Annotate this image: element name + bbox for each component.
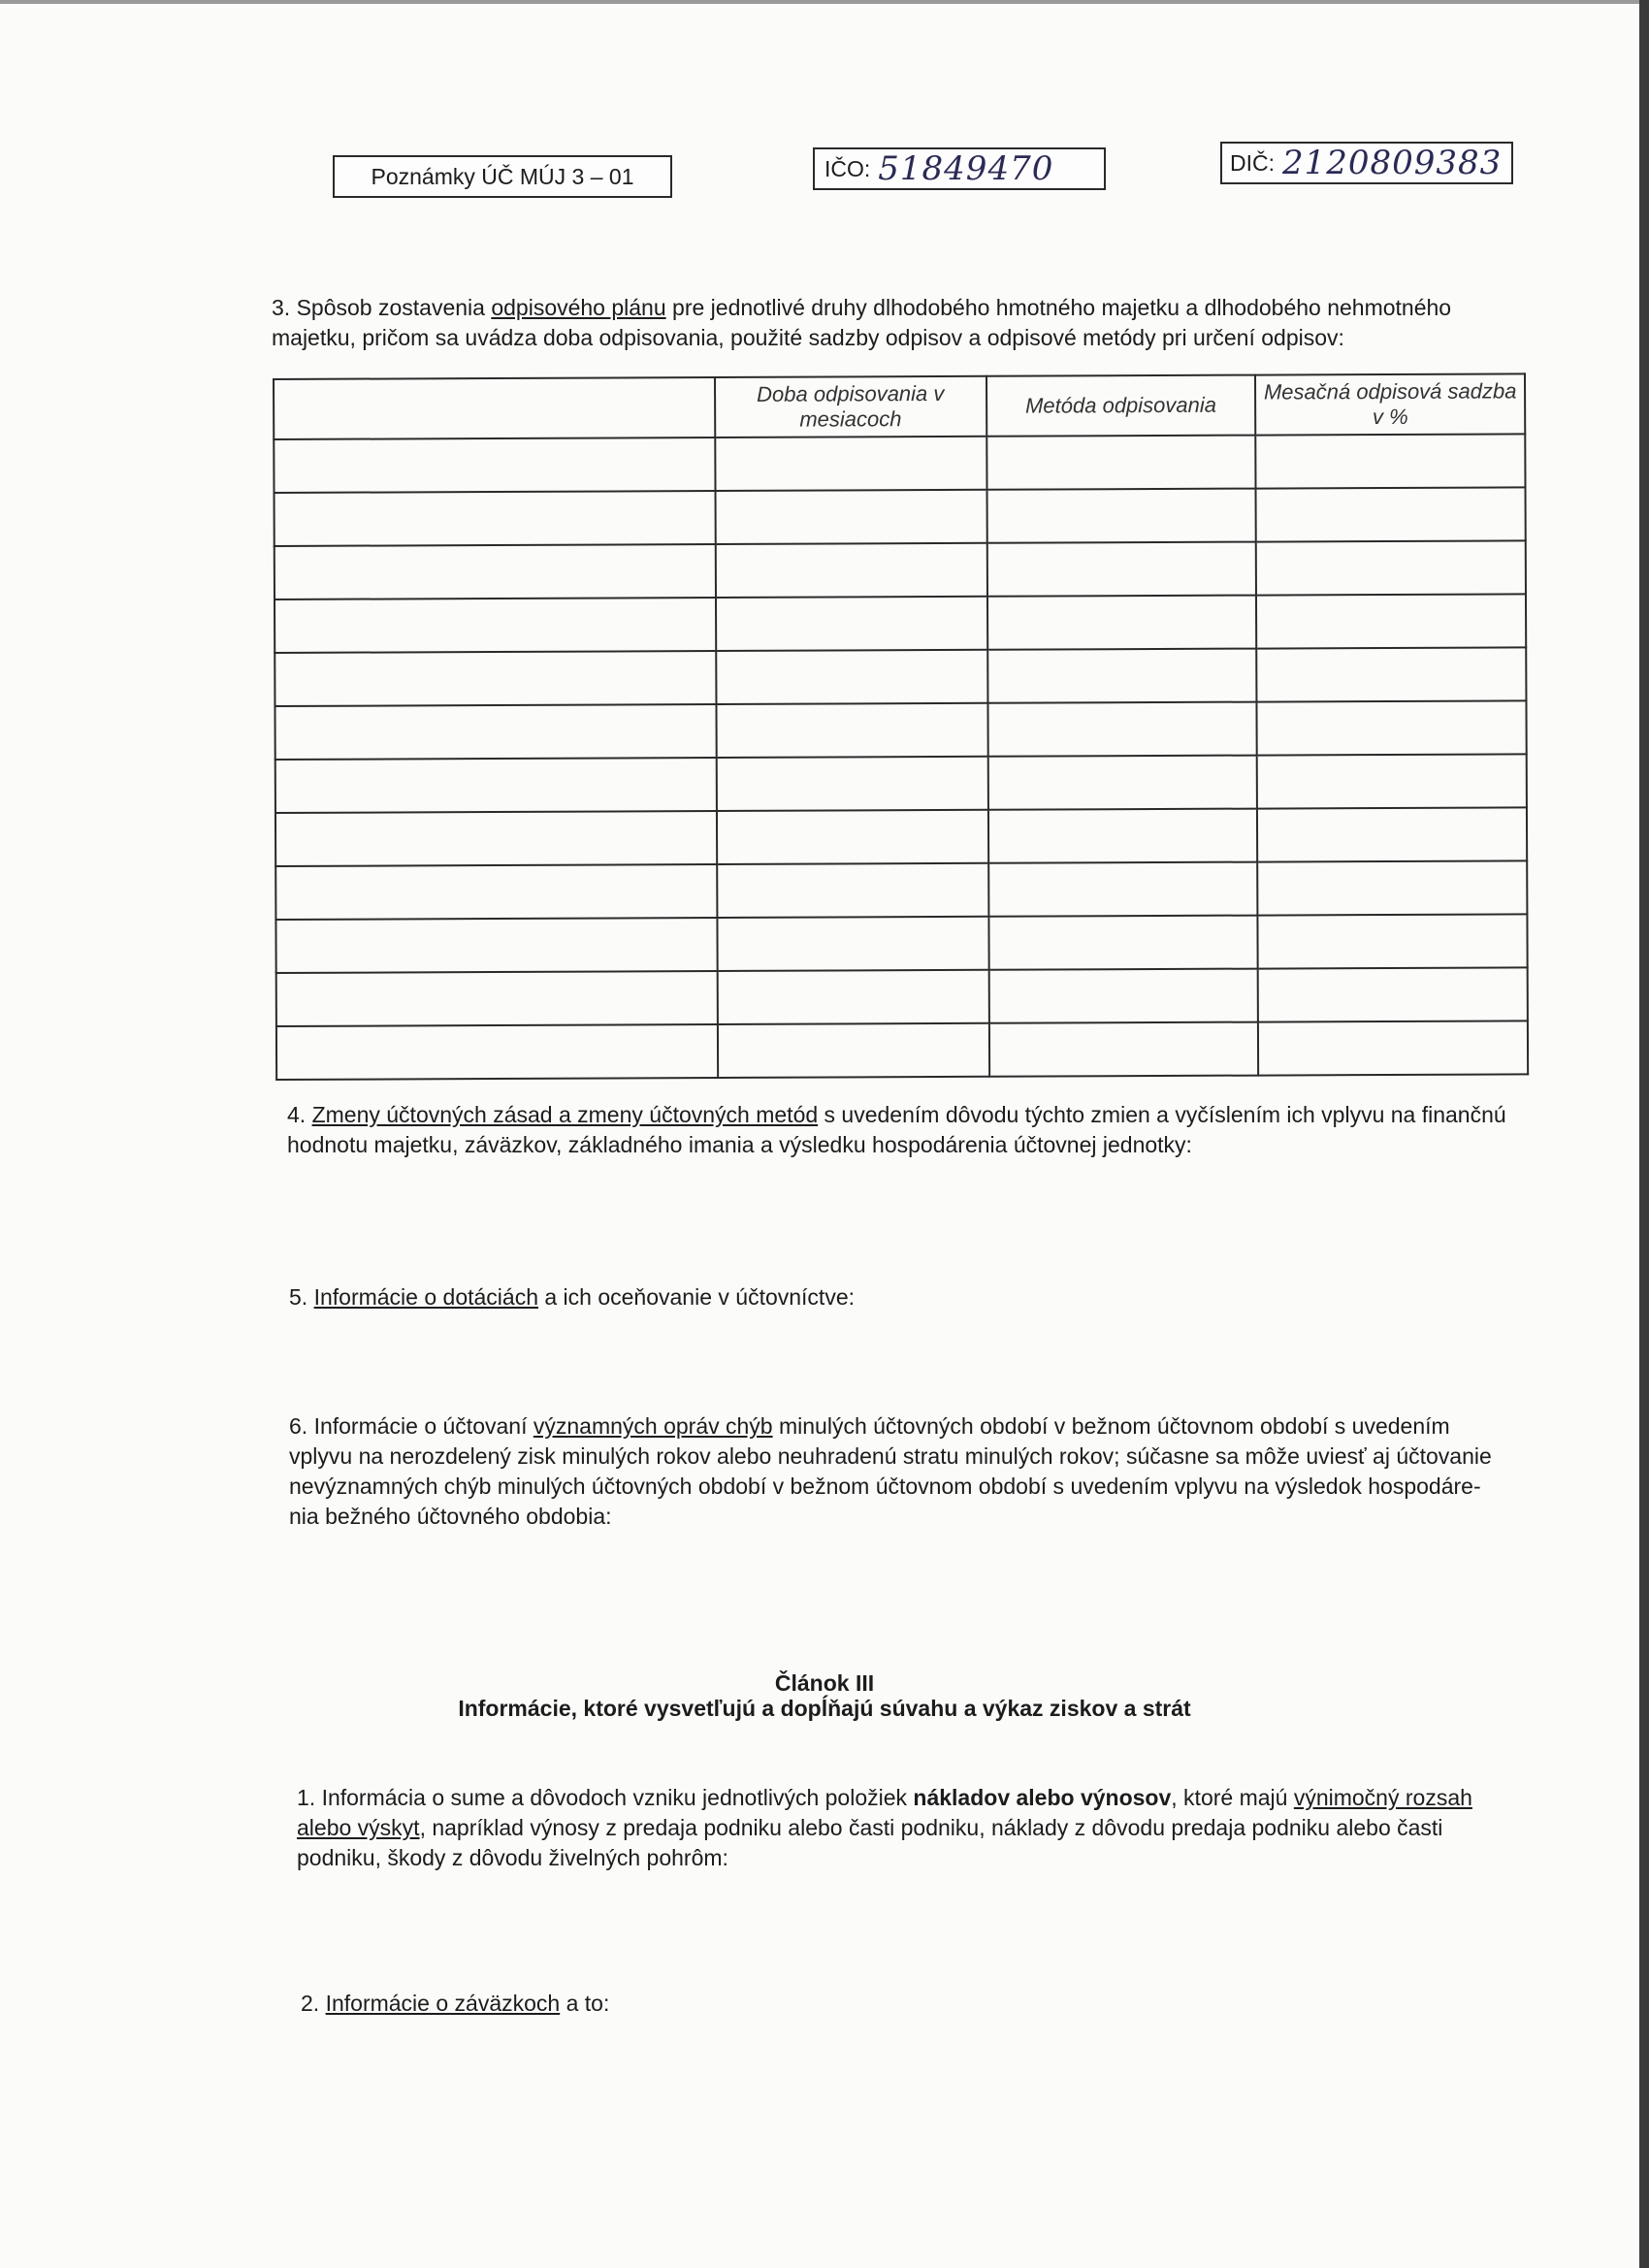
section-4-line-1: 4. Zmeny účtovných zásad a zmeny účtovných metód s uvedením dôvodu týchto zmien a vyčíslením ich vplyvu na finančnú <box>287 1102 1506 1127</box>
notes-box <box>333 155 672 198</box>
section-4-line-2: hodnotu majetku, záväzkov, základného imania a výsledku hospodárenia účtovnej jednotky: <box>287 1132 1192 1157</box>
table-cell <box>717 810 988 864</box>
item-2-underlined: Informácie o záväzkoch <box>325 1991 561 2016</box>
table-cell <box>275 651 716 706</box>
table-cell <box>1256 487 1526 541</box>
table-cell <box>716 543 987 598</box>
table-cell <box>988 1022 1258 1077</box>
table-cell <box>986 489 1256 543</box>
section-5-underlined: Informácie o dotáciách <box>313 1284 538 1310</box>
table-cell <box>716 650 987 704</box>
table-cell <box>1258 1021 1528 1075</box>
table-row <box>275 860 1527 920</box>
section-6-line-1: 6. Informácie o účtovaní významných opráv chýb minulých účtovných období v bežnom účtovnom období s uvedením <box>289 1413 1450 1439</box>
article-subtitle: Informácie, ktoré vysvetľujú a dopĺňajú súvahu a výkaz ziskov a strát <box>458 1696 1191 1721</box>
table-row <box>274 434 1525 493</box>
section-3-text <box>272 293 1533 353</box>
table-cell <box>1257 754 1527 808</box>
table-cell <box>276 1024 718 1080</box>
section-6-text <box>289 1411 1550 1532</box>
section-6-line-4: nia bežného účtovného obdobia: <box>289 1504 612 1529</box>
table-cell <box>274 437 715 493</box>
dic-label: DIČ: <box>1230 149 1275 176</box>
table-cell <box>718 1023 989 1078</box>
table-cell <box>716 597 987 651</box>
table-cell <box>987 649 1257 703</box>
table-cell <box>717 917 988 971</box>
table-cell <box>717 970 988 1024</box>
section-5-text: 5. Informácie o dotáciách a ich oceňovanie v účtovníctve: <box>289 1284 856 1310</box>
table-cell <box>1256 647 1526 701</box>
table-header-row <box>274 373 1525 439</box>
table-cell <box>1257 700 1527 755</box>
table-row <box>275 914 1527 973</box>
table-row <box>275 647 1526 706</box>
table-cell <box>986 542 1256 597</box>
item-1-bold: nákladov alebo výnosov <box>913 1785 1172 1810</box>
table-cell <box>987 702 1257 757</box>
table-cell <box>715 490 986 544</box>
table-cell <box>275 491 716 546</box>
table-cell <box>275 864 717 920</box>
dic-box <box>1220 142 1513 184</box>
table-row <box>275 807 1527 866</box>
item-1-line-2: alebo výskyt, napríklad výnosy z predaja podniku alebo časti podniku, náklady z dôvodu predaja podniku alebo časti <box>297 1815 1443 1840</box>
item-1-text <box>297 1783 1548 1873</box>
scan-edge-top <box>0 0 1649 4</box>
section-6-line-3: nevýznamných chýb minulých účtovných období v bežnom účtovnom období s uvedením vplyvu na výsledok hospodáre- <box>289 1474 1481 1499</box>
table-row <box>275 700 1526 760</box>
table-cell <box>988 969 1258 1023</box>
ico-box <box>813 147 1106 190</box>
header-depreciation-period: Doba odpisovania v mesiacoch <box>715 376 986 437</box>
item-2-text: 2. Informácie o záväzkoch a to: <box>301 1991 610 2016</box>
ico-label: IČO: <box>824 155 871 181</box>
table-cell <box>1258 914 1528 968</box>
item-1-underlined-2: alebo výskyt <box>297 1815 420 1840</box>
table-row <box>275 487 1526 546</box>
table-cell <box>717 863 988 918</box>
table-cell <box>275 758 717 813</box>
ico-value: 51849470 <box>878 149 1054 188</box>
section-4-underlined: Zmeny účtovných zásad a zmeny účtovných metód <box>311 1102 819 1127</box>
table-cell <box>988 916 1258 970</box>
table-cell <box>275 598 716 653</box>
table-cell <box>1256 540 1526 595</box>
scan-edge-right <box>1639 0 1649 2268</box>
table-cell <box>988 862 1258 917</box>
table-cell <box>987 756 1257 810</box>
header-depreciation-method: Metóda odpisovania <box>986 375 1256 437</box>
table-cell <box>275 811 717 866</box>
header-monthly-rate: Mesačná odpisová sadzba v % <box>1255 373 1525 435</box>
table-row <box>276 967 1528 1026</box>
section-6-underlined: významných opráv chýb <box>533 1413 773 1439</box>
table-cell <box>275 544 716 599</box>
table-cell <box>1258 967 1528 1021</box>
table-row <box>276 1021 1528 1080</box>
section-3-line-2: majetku, pričom sa uvádza doba odpisovania, použité sadzby odpisov a odpisové metódy pri určení odpisov: <box>272 325 1344 350</box>
table-cell <box>275 704 716 760</box>
table-cell <box>717 757 988 811</box>
table-cell <box>1256 434 1526 488</box>
table-cell <box>987 596 1257 650</box>
item-1-underlined-1: výnimočný rozsah <box>1293 1785 1472 1810</box>
table-row <box>275 540 1526 599</box>
table-cell <box>1256 594 1526 648</box>
item-1-line-1: 1. Informácia o sume a dôvodoch vzniku jednotlivých položiek nákladov alebo výnosov, ktoré majú výnimočný rozsah <box>297 1785 1472 1810</box>
notes-label: Poznámky ÚČ MÚJ 3 – 01 <box>371 163 634 189</box>
table-cell <box>986 436 1256 490</box>
table-row <box>275 754 1527 813</box>
section-3-underlined: odpisového plánu <box>491 295 666 320</box>
table-cell <box>1257 860 1527 915</box>
table-cell <box>1257 807 1527 861</box>
table-row <box>275 594 1526 653</box>
table-cell <box>276 971 718 1026</box>
section-6-line-2: vplyvu na nerozdelený zisk minulých rokov alebo neuhradenú stratu minulých rokov; súčasne sa môže uviesť aj účtovanie <box>289 1443 1492 1469</box>
depreciation-table <box>273 373 1529 1081</box>
table-cell <box>275 918 717 973</box>
table-cell <box>715 437 986 491</box>
section-4-text <box>287 1100 1538 1160</box>
table-cell <box>987 809 1257 863</box>
dic-value: 2120809383 <box>1282 144 1503 182</box>
article-title: Článok III <box>774 1670 875 1696</box>
table-cell <box>716 703 987 758</box>
item-1-line-3: podniku, škody z dôvodu živelných pohrôm: <box>297 1845 728 1870</box>
header-asset-type <box>274 377 715 439</box>
section-3-line-1: 3. Spôsob zostavenia odpisového plánu pre jednotlivé druhy dlhodobého hmotného majetku a dlhodobého nehmotného <box>272 295 1452 320</box>
